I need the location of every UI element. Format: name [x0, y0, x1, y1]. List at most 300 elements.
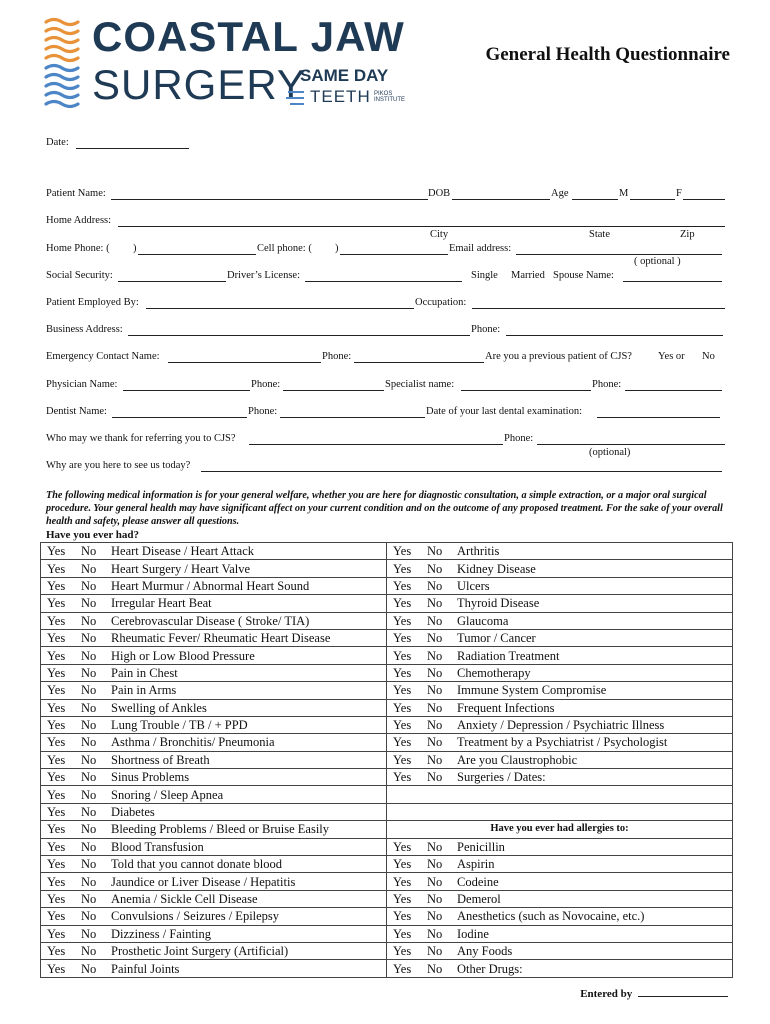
table-row: [41, 873, 733, 890]
table-row-left: [41, 716, 387, 733]
allergy-6-yes[interactable]: Yes: [393, 944, 412, 959]
visit-reason-label: Why are you here to see us today?: [46, 460, 191, 471]
allergy-3-no[interactable]: No: [427, 892, 443, 906]
table-row-right: [387, 734, 733, 751]
dob-field[interactable]: [452, 199, 550, 200]
table-row: [41, 786, 733, 803]
employer-field[interactable]: [146, 308, 414, 309]
left-14-no[interactable]: No: [81, 787, 97, 802]
table-row-left: [41, 751, 387, 768]
table-row-right-empty: [387, 786, 733, 803]
left-3-yes[interactable]: Yes: [47, 596, 66, 611]
table-row-allergy: [387, 890, 733, 907]
table-row-left: [41, 838, 387, 855]
allergy-1-no[interactable]: No: [427, 857, 443, 872]
condition-label: Ulcers: [457, 578, 490, 593]
left-21-yes[interactable]: Yes: [47, 909, 66, 924]
table-row-left: [41, 960, 387, 977]
drivers-license-field[interactable]: [305, 281, 462, 282]
right-3-yes[interactable]: Yes: [393, 596, 412, 611]
email-label: Email address:: [449, 243, 512, 254]
home-phone-field[interactable]: [138, 254, 256, 255]
city-label: City: [430, 229, 449, 240]
condition-label: Jaundice or Liver Disease / Hepatitis: [111, 874, 296, 889]
condition-label: Lung Trouble / TB / + PPD: [111, 718, 248, 733]
spouse-name-label: Spouse Name:: [553, 270, 614, 281]
left-10-yes[interactable]: Yes: [47, 718, 66, 733]
home-phone-paren: ): [133, 243, 137, 254]
referral-field[interactable]: [249, 444, 503, 445]
allergy-label: Anesthetics (such as Novocaine, etc.): [457, 909, 645, 924]
right-5-no[interactable]: No: [427, 631, 443, 646]
condition-label: Kidney Disease: [457, 561, 536, 576]
previous-patient-yes[interactable]: Yes or: [658, 351, 685, 362]
table-row: [41, 699, 733, 716]
table-row-allergy: [387, 960, 733, 977]
left-23-no[interactable]: No: [81, 944, 97, 959]
table-row-left: [41, 577, 387, 594]
table-row-right-empty: [387, 803, 733, 820]
table-row-right: [387, 664, 733, 681]
right-6-no[interactable]: No: [427, 648, 443, 663]
left-19-yes[interactable]: Yes: [47, 874, 66, 889]
condition-label: Swelling of Ankles: [111, 700, 207, 715]
left-7-yes[interactable]: Yes: [47, 665, 66, 680]
logo-line-1: COASTAL JAW: [92, 13, 405, 60]
allergies-heading: Have you ever had allergies to:: [387, 821, 733, 838]
table-row: [41, 664, 733, 681]
right-9-no[interactable]: No: [427, 700, 443, 715]
right-1-no[interactable]: No: [427, 561, 443, 576]
previous-patient-question: Are you a previous patient of CJS?: [485, 351, 632, 362]
condition-label: Treatment by a Psychiatrist / Psychologist: [457, 735, 668, 750]
allergy-5-yes[interactable]: Yes: [393, 926, 412, 941]
condition-label: Surgeries / Dates:: [457, 770, 546, 785]
speed-lines-icon: [284, 86, 306, 110]
table-row-left: [41, 856, 387, 873]
table-row-allergy: [387, 908, 733, 925]
allergy-label: Other Drugs:: [457, 961, 523, 976]
table-row: [41, 821, 733, 838]
left-12-yes[interactable]: Yes: [47, 752, 66, 767]
right-13-no[interactable]: No: [427, 770, 443, 785]
dentist-name-field[interactable]: [112, 417, 247, 418]
table-row-left: [41, 890, 387, 907]
left-1-no[interactable]: No: [81, 561, 97, 576]
logo-line-2: SURGERY: [92, 61, 306, 108]
previous-patient-no[interactable]: No: [702, 351, 715, 362]
table-row-right: [387, 716, 733, 733]
left-22-yes[interactable]: Yes: [47, 926, 66, 941]
table-row: [41, 838, 733, 855]
condition-label: Snoring / Sleep Apnea: [111, 787, 224, 802]
table-row: [41, 682, 733, 699]
left-20-yes[interactable]: Yes: [47, 892, 66, 906]
right-1-yes[interactable]: Yes: [393, 561, 412, 576]
left-5-no[interactable]: No: [81, 631, 97, 646]
table-row-left: [41, 942, 387, 959]
condition-label: Asthma / Bronchitis/ Pneumonia: [111, 735, 275, 750]
table-row: [41, 577, 733, 594]
left-8-yes[interactable]: Yes: [47, 683, 66, 698]
condition-label: Bleeding Problems / Bleed or Bruise Easily: [111, 822, 330, 837]
right-5-yes[interactable]: Yes: [393, 631, 412, 646]
left-18-yes[interactable]: Yes: [47, 857, 66, 872]
right-7-yes[interactable]: Yes: [393, 665, 412, 680]
right-3-no[interactable]: No: [427, 596, 443, 611]
allergy-label: Aspirin: [457, 857, 495, 872]
right-4-yes[interactable]: Yes: [393, 613, 412, 628]
left-0-no[interactable]: No: [81, 544, 97, 559]
allergy-1-yes[interactable]: Yes: [393, 857, 412, 872]
married-option[interactable]: Married: [511, 270, 545, 281]
table-row: [41, 647, 733, 664]
condition-label: Are you Claustrophobic: [457, 752, 578, 767]
right-8-yes[interactable]: Yes: [393, 683, 412, 698]
table-row-right: [387, 629, 733, 646]
allergy-4-yes[interactable]: Yes: [393, 909, 412, 924]
entered-by-label: Entered by: [580, 988, 633, 1000]
table-row-left: [41, 873, 387, 890]
condition-label: Told that you cannot donate blood: [111, 857, 282, 872]
specialist-name-label: Specialist name:: [385, 379, 455, 390]
wave-logo-icon: [44, 16, 80, 108]
left-21-no[interactable]: No: [81, 909, 97, 924]
condition-label: Immune System Compromise: [457, 683, 607, 698]
left-18-no[interactable]: No: [81, 857, 97, 872]
right-7-no[interactable]: No: [427, 665, 443, 680]
email-optional-note: ( optional ): [634, 256, 681, 267]
emergency-phone-field[interactable]: [354, 362, 484, 363]
right-10-no[interactable]: No: [427, 718, 443, 733]
referral-phone-label: Phone:: [504, 433, 534, 444]
business-address-label: Business Address:: [46, 324, 123, 335]
home-phone-label: Home Phone: (: [46, 243, 110, 254]
referral-phone-field[interactable]: [537, 444, 725, 445]
table-row-right: [387, 769, 733, 786]
table-row: [41, 612, 733, 629]
table-row-right: [387, 612, 733, 629]
email-field[interactable]: [516, 254, 722, 255]
table-row: [41, 769, 733, 786]
left-22-no[interactable]: No: [81, 926, 97, 941]
last-dental-exam-field[interactable]: [597, 417, 720, 418]
left-7-no[interactable]: No: [81, 665, 97, 680]
table-row-left: [41, 699, 387, 716]
partner-subtitle: INSTITUTE: [374, 97, 405, 103]
drivers-license-label: Driver’s License:: [227, 270, 300, 281]
table-row-left: [41, 925, 387, 942]
table-row-allergy: [387, 856, 733, 873]
left-11-no[interactable]: No: [81, 735, 97, 750]
home-address-field[interactable]: [118, 226, 725, 227]
table-row-left: [41, 560, 387, 577]
table-row: [41, 751, 733, 768]
emergency-contact-label: Emergency Contact Name:: [46, 351, 160, 362]
right-9-yes[interactable]: Yes: [393, 700, 412, 715]
table-row: [41, 543, 733, 560]
left-19-no[interactable]: No: [81, 874, 97, 889]
table-row: [41, 803, 733, 820]
health-history-table: [40, 542, 733, 978]
table-row-right: [387, 699, 733, 716]
age-field[interactable]: [572, 199, 618, 200]
right-6-yes[interactable]: Yes: [393, 648, 412, 663]
table-row-right: [387, 647, 733, 664]
table-row-left: [41, 821, 387, 838]
allergy-2-yes[interactable]: Yes: [393, 874, 412, 889]
left-12-no[interactable]: No: [81, 752, 97, 767]
physician-phone-label: Phone:: [251, 379, 281, 390]
left-16-no[interactable]: No: [81, 822, 97, 837]
table-row-left: [41, 629, 387, 646]
left-2-yes[interactable]: Yes: [47, 578, 66, 593]
table-row-allergy: [387, 838, 733, 855]
last-dental-exam-label: Date of your last dental examination:: [426, 406, 582, 417]
condition-label: Tumor / Cancer: [457, 631, 536, 646]
table-row: [41, 716, 733, 733]
allergy-label: Iodine: [457, 926, 489, 941]
cell-phone-label: Cell phone: (: [257, 243, 312, 254]
left-24-no[interactable]: No: [81, 961, 97, 976]
allergy-label: Demerol: [457, 892, 501, 906]
business-phone-field[interactable]: [506, 335, 723, 336]
date-field[interactable]: [76, 148, 189, 149]
dob-label: DOB: [428, 188, 451, 199]
employer-label: Patient Employed By:: [46, 297, 139, 308]
allergy-label: Codeine: [457, 874, 499, 889]
table-row-allergy: [387, 942, 733, 959]
allergy-5-no[interactable]: No: [427, 926, 443, 941]
cell-phone-field[interactable]: [340, 254, 448, 255]
condition-label: Prosthetic Joint Surgery (Artificial): [111, 944, 289, 959]
left-15-yes[interactable]: Yes: [47, 805, 66, 820]
table-row: [41, 734, 733, 751]
dentist-phone-label: Phone:: [248, 406, 278, 417]
allergy-label: Any Foods: [457, 944, 513, 959]
physician-name-label: Physician Name:: [46, 379, 118, 390]
business-phone-label: Phone:: [471, 324, 501, 335]
table-row-left: [41, 734, 387, 751]
table-row-left: [41, 769, 387, 786]
table-row-right: [387, 543, 733, 560]
left-14-yes[interactable]: Yes: [47, 787, 66, 802]
left-9-no[interactable]: No: [81, 700, 97, 715]
allergy-3-yes[interactable]: Yes: [393, 892, 412, 906]
right-8-no[interactable]: No: [427, 683, 443, 698]
dentist-name-label: Dentist Name:: [46, 406, 107, 417]
page-title: General Health Questionnaire: [485, 44, 730, 65]
condition-label: Pain in Chest: [111, 665, 178, 680]
logo-same-day: SAME DAY: [300, 66, 389, 85]
table-row: [41, 890, 733, 907]
patient-name-label: Patient Name:: [46, 188, 106, 199]
left-4-no[interactable]: No: [81, 613, 97, 628]
condition-label: Glaucoma: [457, 613, 509, 628]
left-24-yes[interactable]: Yes: [47, 961, 66, 976]
table-row: [41, 595, 733, 612]
zip-label: Zip: [680, 229, 695, 240]
dentist-phone-field[interactable]: [280, 417, 425, 418]
table-row-left: [41, 682, 387, 699]
left-11-yes[interactable]: Yes: [47, 735, 66, 750]
right-4-no[interactable]: No: [427, 613, 443, 628]
male-field[interactable]: [630, 199, 675, 200]
home-address-label: Home Address:: [46, 215, 112, 226]
left-8-no[interactable]: No: [81, 683, 97, 698]
table-row-right: [387, 682, 733, 699]
single-option[interactable]: Single: [471, 270, 498, 281]
allergy-label: Penicillin: [457, 839, 505, 854]
right-0-yes[interactable]: Yes: [393, 544, 412, 559]
clinic-logo: [44, 14, 424, 110]
referral-label: Who may we thank for referring you to CJS?: [46, 433, 236, 444]
table-row-left: [41, 786, 387, 803]
table-row-allergy: [387, 873, 733, 890]
right-13-yes[interactable]: Yes: [393, 770, 412, 785]
right-2-yes[interactable]: Yes: [393, 578, 412, 593]
entered-by-field[interactable]: [638, 986, 728, 997]
specialist-phone-field[interactable]: [625, 390, 722, 391]
condition-label: Heart Disease / Heart Attack: [111, 544, 254, 559]
left-16-yes[interactable]: Yes: [47, 822, 66, 837]
spouse-name-field[interactable]: [623, 281, 722, 282]
allergy-2-no[interactable]: No: [427, 874, 443, 889]
medical-info-notice: The following medical information is for your general welfare, whether you are here for diagnostic consultation, a simple extraction, or a major oral surgical procedure. Your general health may have significant affect on your current condition and on the outcome of any proposed treatment. For the sake of your overall health and safety, please answer all questions.: [46, 490, 723, 528]
physician-name-field[interactable]: [123, 390, 250, 391]
left-15-no[interactable]: No: [81, 805, 97, 820]
female-field[interactable]: [683, 199, 725, 200]
physician-phone-field[interactable]: [283, 390, 384, 391]
table-row-left: [41, 803, 387, 820]
table-row: [41, 856, 733, 873]
condition-label: Cerebrovascular Disease ( Stroke/ TIA): [111, 613, 310, 628]
condition-label: Heart Surgery / Heart Valve: [111, 561, 251, 576]
right-0-no[interactable]: No: [427, 544, 443, 559]
left-17-no[interactable]: No: [81, 839, 97, 854]
occupation-label: Occupation:: [415, 297, 467, 308]
condition-label: Convulsions / Seizures / Epilepsy: [111, 909, 280, 924]
condition-label: High or Low Blood Pressure: [111, 648, 255, 663]
social-security-label: Social Security:: [46, 270, 113, 281]
table-row: [41, 560, 733, 577]
table-row-allergy: [387, 925, 733, 942]
left-1-yes[interactable]: Yes: [47, 561, 66, 576]
left-3-no[interactable]: No: [81, 596, 97, 611]
business-address-field[interactable]: [128, 335, 470, 336]
table-row-left: [41, 647, 387, 664]
right-10-yes[interactable]: Yes: [393, 718, 412, 733]
female-label: F: [676, 188, 682, 199]
age-label: Age: [551, 188, 569, 199]
visit-reason-field[interactable]: [201, 471, 722, 472]
left-4-yes[interactable]: Yes: [47, 613, 66, 628]
allergy-0-yes[interactable]: Yes: [393, 839, 412, 854]
allergy-7-no[interactable]: No: [427, 961, 443, 976]
partner-name: PIKOS: [374, 91, 393, 97]
left-0-yes[interactable]: Yes: [47, 544, 66, 559]
social-security-field[interactable]: [118, 281, 226, 282]
condition-label: Anxiety / Depression / Psychiatric Illness: [457, 718, 665, 733]
left-9-yes[interactable]: Yes: [47, 700, 66, 715]
partner-logo: [374, 91, 405, 103]
condition-label: Frequent Infections: [457, 700, 555, 715]
condition-label: Irregular Heart Beat: [111, 596, 212, 611]
table-row: [41, 960, 733, 977]
referral-optional-note: (optional): [589, 447, 631, 458]
left-10-no[interactable]: No: [81, 718, 97, 733]
table-row-right: [387, 595, 733, 612]
table-row-left: [41, 595, 387, 612]
left-6-no[interactable]: No: [81, 648, 97, 663]
table-row-left: [41, 612, 387, 629]
emergency-contact-field[interactable]: [168, 362, 321, 363]
entered-by: [580, 986, 728, 1000]
cell-phone-paren: ): [335, 243, 339, 254]
left-17-yes[interactable]: Yes: [47, 839, 66, 854]
table-row: [41, 925, 733, 942]
table-row-right: [387, 751, 733, 768]
right-2-no[interactable]: No: [427, 578, 443, 593]
table-row-left: [41, 543, 387, 560]
condition-label: Diabetes: [111, 805, 155, 820]
table-row-left: [41, 908, 387, 925]
left-2-no[interactable]: No: [81, 578, 97, 593]
condition-label: Arthritis: [457, 544, 500, 559]
condition-label: Heart Murmur / Abnormal Heart Sound: [111, 578, 310, 593]
logo-teeth: TEETH: [310, 87, 371, 106]
occupation-field[interactable]: [472, 308, 725, 309]
table-row: [41, 908, 733, 925]
right-11-yes[interactable]: Yes: [393, 735, 412, 750]
condition-label: Dizziness / Fainting: [111, 926, 211, 941]
male-label: M: [619, 188, 629, 199]
right-12-no[interactable]: No: [427, 752, 443, 767]
patient-name-field[interactable]: [111, 199, 428, 200]
condition-label: Painful Joints: [111, 961, 180, 976]
table-row-left: [41, 664, 387, 681]
allergy-4-no[interactable]: No: [427, 909, 443, 924]
specialist-name-field[interactable]: [461, 390, 591, 391]
condition-label: Sinus Problems: [111, 770, 190, 785]
have-you-ever-had-heading: Have you ever had?: [46, 529, 139, 541]
condition-label: Radiation Treatment: [457, 648, 560, 663]
allergy-6-no[interactable]: No: [427, 944, 443, 959]
state-label: State: [589, 229, 610, 240]
condition-label: Anemia / Sickle Cell Disease: [111, 892, 258, 906]
left-13-yes[interactable]: Yes: [47, 770, 66, 785]
allergy-7-yes[interactable]: Yes: [393, 961, 412, 976]
left-6-yes[interactable]: Yes: [47, 648, 66, 663]
right-11-no[interactable]: No: [427, 735, 443, 750]
specialist-phone-label: Phone:: [592, 379, 622, 390]
table-row: [41, 942, 733, 959]
left-13-no[interactable]: No: [81, 770, 97, 785]
left-23-yes[interactable]: Yes: [47, 944, 66, 959]
allergy-0-no[interactable]: No: [427, 839, 443, 854]
condition-label: Pain in Arms: [111, 683, 177, 698]
condition-label: Thyroid Disease: [457, 596, 540, 611]
condition-label: Blood Transfusion: [111, 839, 204, 854]
right-12-yes[interactable]: Yes: [393, 752, 412, 767]
table-row-right: [387, 560, 733, 577]
left-5-yes[interactable]: Yes: [47, 631, 66, 646]
emergency-phone-label: Phone:: [322, 351, 352, 362]
left-20-no[interactable]: No: [81, 892, 97, 906]
table-row-right: [387, 577, 733, 594]
date-label: Date:: [46, 137, 69, 148]
condition-label: Chemotherapy: [457, 665, 531, 680]
